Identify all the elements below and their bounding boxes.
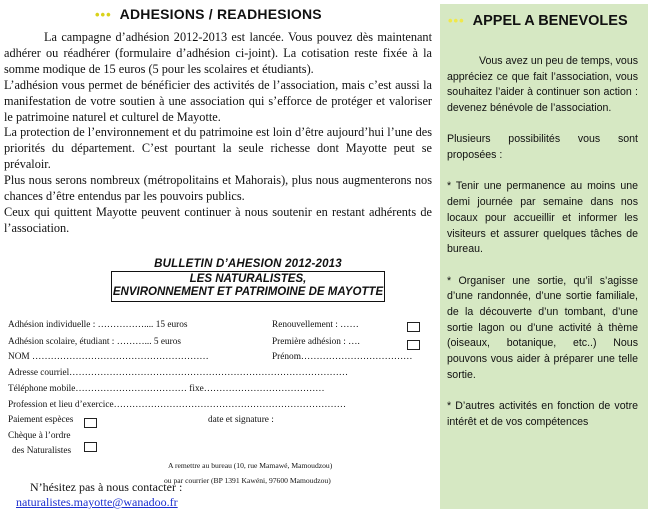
form-org-box	[111, 271, 385, 302]
form-remettre-line1: A remettre au bureau (10, rue Mamawé, Mamoudzou)	[168, 461, 333, 470]
adhesions-title-text: ADHESIONS / READHESIONS	[119, 6, 322, 22]
field-adresse-courriel: Adresse courriel………………………………………………………………………………	[8, 368, 349, 378]
premiere-adhesion-checkbox[interactable]	[407, 340, 420, 350]
renouvellement-checkbox[interactable]	[407, 322, 420, 332]
form-org-line2: ENVIRONNEMENT ET PATRIMOINE DE MAYOTTE	[112, 286, 384, 298]
adhesions-paragraph: Ceux qui quittent Mayotte peuvent continuer à nous soutenir en restant adhérents de l’association.	[4, 204, 432, 235]
benevoles-paragraph: Plusieurs possibilités vous sont proposées :	[447, 133, 638, 162]
benevoles-paragraph: * Organiser une sortie, qu’il s’agisse d’une randonnée, d’une sortie familiale, de la découverte d’un tombant, d’une sortie lagon ou d’une activité à thème (oiseaux, botanique, etc..) Nous pouvons vous aider à préparer une telle sortie.	[447, 274, 638, 381]
bullet-dots-icon: •••	[95, 7, 112, 22]
contact-email-link[interactable]: naturalistes.mayotte@wanadoo.fr	[16, 495, 178, 509]
field-prenom: Prénom………………………………	[272, 352, 413, 362]
field-profession: Profession et lieu d’exercice…………………………………………………………………	[8, 400, 347, 410]
benevoles-title-text: APPEL A BENEVOLES	[472, 13, 628, 29]
field-adhesion-individuelle: Adhésion individuelle : …………….... 15 euros	[8, 320, 188, 330]
benevoles-paragraph: * Tenir une permanence au moins une demi journée par semaine dans nos locaux pour accueillir et informer les visiteurs et assurer quelques tâches de bureau.	[447, 180, 638, 256]
field-premiere-adhesion: Première adhésion : ….	[272, 337, 360, 347]
adhesions-body	[4, 30, 432, 237]
field-cheque-line2: des Naturalistes	[12, 446, 72, 456]
form-remettre-line2: ou par courrier (BP 1391 Kawéni, 97600 Mamoudzou)	[164, 476, 331, 485]
field-paiement-especes: Paiement espèces	[8, 415, 74, 425]
form-title: BULLETIN D’AHESION 2012-2013	[154, 258, 342, 270]
benevoles-title	[448, 13, 628, 29]
field-telephone: Téléphone mobile……………………………… fixe…………………………………	[8, 384, 325, 394]
membership-form-header	[108, 258, 388, 302]
benevoles-panel	[440, 4, 648, 509]
field-cheque-line1: Chèque à l’ordre	[8, 431, 71, 441]
benevoles-paragraph: * D’autres activités en fonction de votre intérêt et de vos compétences	[447, 400, 638, 428]
field-adhesion-scolaire: Adhésion scolaire, étudiant : ………... 5 euros	[8, 337, 181, 347]
paiement-especes-checkbox[interactable]	[84, 418, 97, 428]
adhesions-title	[95, 6, 322, 22]
adhesions-paragraph: La protection de l’environnement et du patrimoine est loin d’être aujourd’hui l’une des priorités du département. C’est pourtant la seule richesse dont Mayotte peut se prévaloir.	[4, 125, 432, 172]
adhesions-paragraph: La campagne d’adhésion 2012-2013 est lancée. Vous pouvez dès maintenant adhérer ou réadhérer (formulaire d’adhésion ci-joint). La cotisation reste fixée à la somme modique de 15 euros (5 pour les scolaires et étudiants).	[4, 30, 432, 76]
benevoles-body	[447, 54, 638, 446]
bullet-dots-icon: •••	[448, 13, 465, 28]
form-org-line1: LES NATURALISTES,	[189, 273, 307, 285]
cheque-checkbox[interactable]	[84, 442, 97, 452]
field-nom: NOM …………………………………………………	[8, 352, 209, 362]
field-date-signature: date et signature :	[208, 415, 274, 425]
field-renouvellement: Renouvellement : ……	[272, 320, 359, 330]
contact-label: N’hésitez pas à nous contacter :	[30, 480, 183, 494]
benevoles-paragraph: Vous avez un peu de temps, vous appréciez ce que fait l’association, vous souhaitez l’aider à continuer son action : devenez bénévole de l’association.	[447, 55, 639, 115]
adhesions-paragraph: Plus nous serons nombreux (métropolitains et Mahorais), plus nous augmenterons nos chances d’être entendus par les pouvoirs publics.	[4, 173, 432, 204]
adhesions-paragraph: L’adhésion vous permet de bénéficier des activités de l’association, mais c’est aussi la manifestation de votre soutien à une association qui s’efforce de protéger et valoriser le patrimoine naturel et culturel de Mayotte.	[4, 77, 432, 124]
